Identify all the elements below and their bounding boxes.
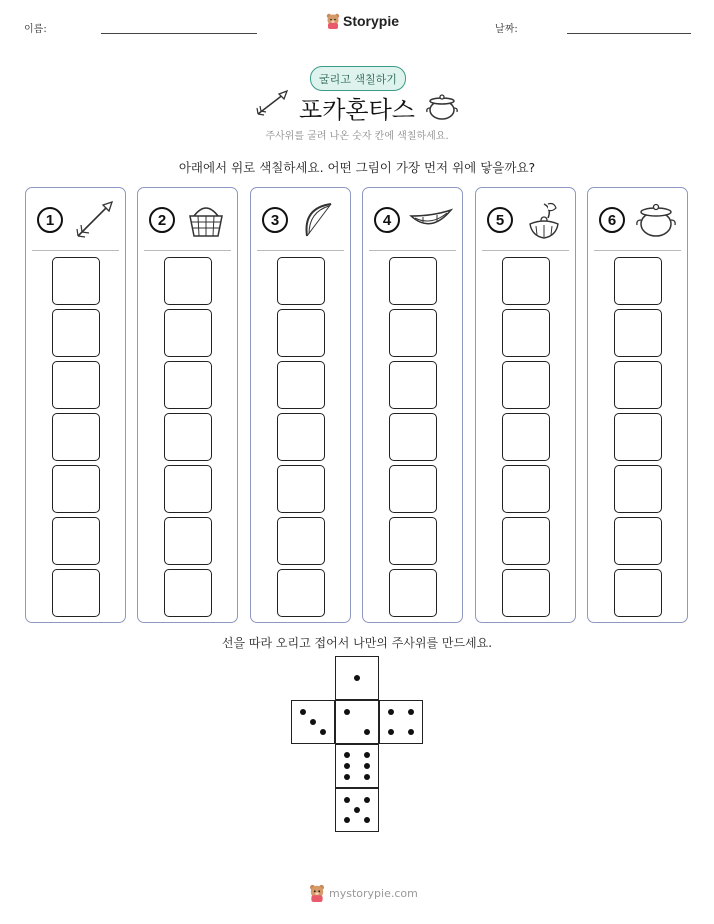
subtitle: 주사위를 굴려 나온 숫자 칸에 색칠하세요. [265, 131, 449, 142]
color-cell[interactable] [389, 569, 437, 617]
color-cell[interactable] [277, 413, 325, 461]
color-cell[interactable] [502, 569, 550, 617]
bear-mascot-icon [326, 13, 340, 29]
pip [364, 752, 370, 758]
color-cell[interactable] [389, 413, 437, 461]
dice-face-5 [335, 788, 379, 832]
dice-face-1 [335, 656, 379, 700]
color-cell[interactable] [52, 413, 100, 461]
color-cell[interactable] [277, 309, 325, 357]
pip [388, 729, 394, 735]
column-number: 1 [37, 207, 63, 233]
pip [364, 797, 370, 803]
color-cell[interactable] [164, 309, 212, 357]
color-cell[interactable] [389, 517, 437, 565]
color-cell[interactable] [614, 413, 662, 461]
color-cell[interactable] [389, 361, 437, 409]
footer [309, 884, 418, 902]
color-cell[interactable] [52, 257, 100, 305]
name-line[interactable] [101, 33, 257, 34]
color-cell[interactable] [164, 257, 212, 305]
color-cell[interactable] [164, 517, 212, 565]
race-column-4 [362, 187, 463, 623]
race-column-1 [25, 187, 126, 623]
pip [300, 709, 306, 715]
pip [310, 719, 316, 725]
race-column-3 [250, 187, 351, 623]
name-label: 이름: [24, 24, 47, 35]
column-divider [369, 250, 456, 251]
race-column-2 [137, 187, 238, 623]
column-divider [257, 250, 344, 251]
color-cell[interactable] [614, 361, 662, 409]
color-cell[interactable] [277, 517, 325, 565]
column-number: 6 [599, 207, 625, 233]
instruction: 아래에서 위로 색칠하세요. 어떤 그림이 가장 먼저 위에 닿을까요? [178, 160, 536, 175]
color-cell[interactable] [614, 465, 662, 513]
color-cell[interactable] [52, 361, 100, 409]
color-cell[interactable] [389, 465, 437, 513]
feather-ornament-icon [522, 198, 566, 242]
color-cell[interactable] [389, 309, 437, 357]
date-line[interactable] [567, 33, 691, 34]
color-cell[interactable] [502, 517, 550, 565]
color-cell[interactable] [52, 465, 100, 513]
pip [364, 774, 370, 780]
date-label: 날짜: [495, 24, 518, 35]
pip [354, 807, 360, 813]
color-cell[interactable] [389, 257, 437, 305]
color-cell[interactable] [52, 517, 100, 565]
activity-badge: 굴리고 색칠하기 [310, 66, 406, 91]
race-column-6 [587, 187, 688, 623]
column-number: 3 [262, 207, 288, 233]
color-cell[interactable] [502, 413, 550, 461]
dice-face-6 [335, 744, 379, 788]
color-cell[interactable] [164, 361, 212, 409]
arrow-icon [72, 198, 116, 242]
pip [364, 817, 370, 823]
color-cell[interactable] [277, 569, 325, 617]
color-cell[interactable] [277, 257, 325, 305]
color-cell[interactable] [164, 465, 212, 513]
pip [408, 709, 414, 715]
column-number: 2 [149, 207, 175, 233]
color-cell[interactable] [277, 361, 325, 409]
footer-link[interactable]: mystorypie.com [329, 886, 418, 900]
pip [344, 797, 350, 803]
pot-icon [634, 198, 678, 242]
pip [344, 774, 350, 780]
pip [344, 817, 350, 823]
pip [344, 752, 350, 758]
column-divider [32, 250, 119, 251]
dice-instruction: 선을 따라 오리고 접어서 나만의 주사위를 만드세요. [221, 636, 493, 650]
color-cell[interactable] [52, 569, 100, 617]
pip [364, 729, 370, 735]
dice-face-2 [335, 700, 379, 744]
pip [354, 675, 360, 681]
color-cell[interactable] [614, 309, 662, 357]
color-cell[interactable] [614, 257, 662, 305]
color-cell[interactable] [502, 465, 550, 513]
color-cell[interactable] [502, 257, 550, 305]
page-title: 포카혼타스 [299, 96, 415, 124]
color-cell[interactable] [502, 309, 550, 357]
pip [388, 709, 394, 715]
dice-face-4 [379, 700, 423, 744]
pip [344, 709, 350, 715]
brand-name: Storypie [343, 13, 400, 29]
brand-logo [326, 13, 399, 29]
race-column-5 [475, 187, 576, 623]
pot-icon [425, 92, 459, 122]
column-divider [594, 250, 681, 251]
column-divider [482, 250, 569, 251]
column-number: 4 [374, 207, 400, 233]
color-cell[interactable] [277, 465, 325, 513]
bow-icon [297, 198, 341, 242]
column-divider [144, 250, 231, 251]
pip [344, 763, 350, 769]
pip [364, 763, 370, 769]
color-cell[interactable] [614, 569, 662, 617]
column-number: 5 [487, 207, 513, 233]
bear-mascot-icon [309, 884, 325, 902]
basket-icon [184, 198, 228, 242]
color-cell[interactable] [164, 569, 212, 617]
color-cell[interactable] [164, 413, 212, 461]
pip [408, 729, 414, 735]
canoe-icon [409, 198, 453, 242]
color-cell[interactable] [614, 517, 662, 565]
color-cell[interactable] [52, 309, 100, 357]
color-cell[interactable] [502, 361, 550, 409]
dice-face-3 [291, 700, 335, 744]
pip [320, 729, 326, 735]
